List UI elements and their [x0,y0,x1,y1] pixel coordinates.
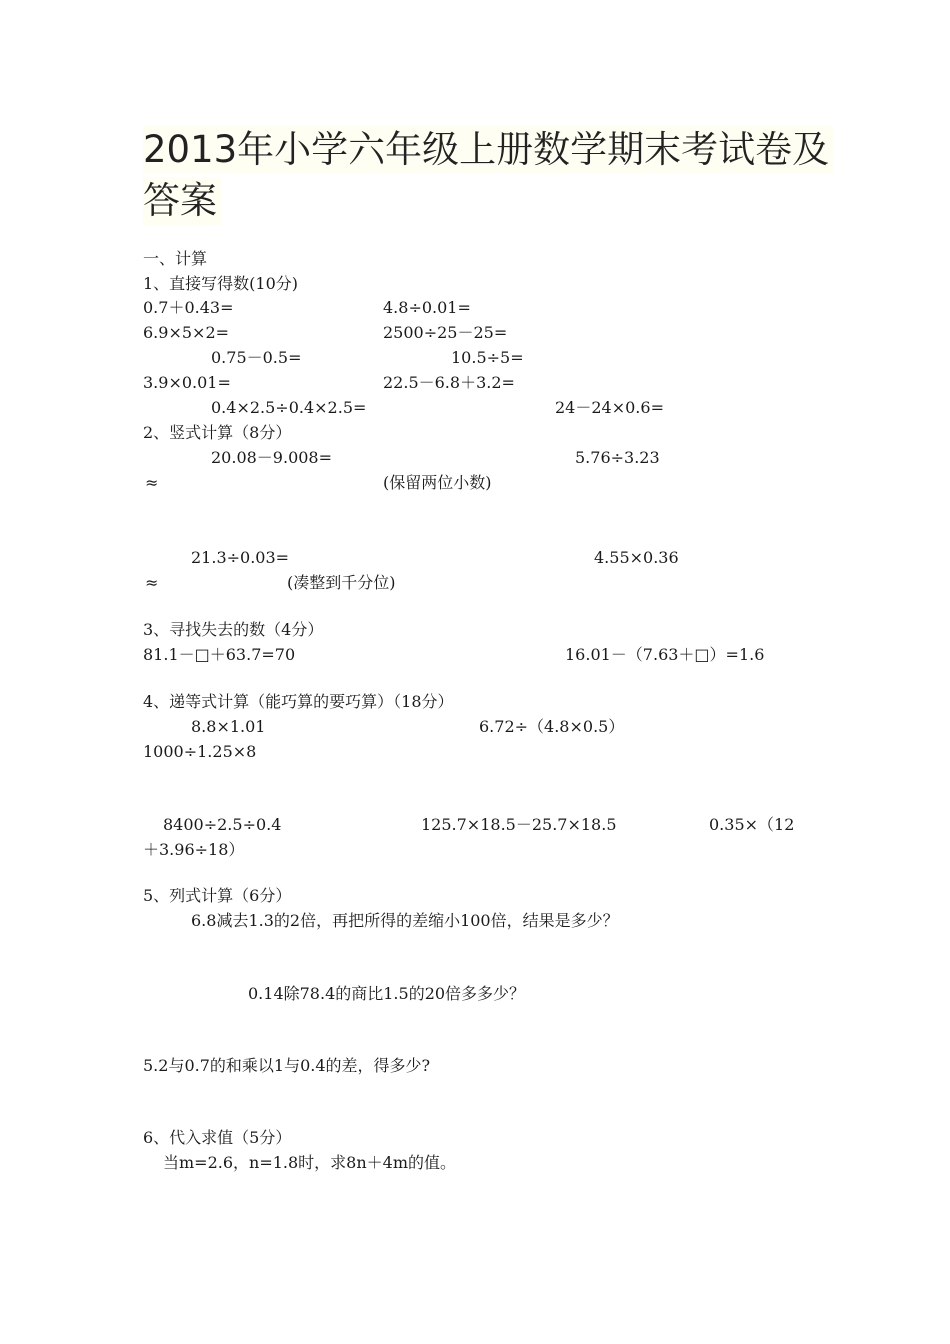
problem: 0.7＋0.43= [143,298,234,317]
section-heading: 一、计算 [143,249,208,268]
question-heading: 6、代入求值（5分） [143,1128,292,1147]
problem: 8400÷2.5÷0.4 [163,815,282,834]
problem: 24－24×0.6= [555,398,664,417]
problem: 2500÷25－25= [383,323,508,342]
problem: 5.76÷3.23 [575,448,660,467]
problem: 4.55×0.36 [594,548,679,567]
problem: 81.1－□＋63.7=70 [143,645,296,664]
problem: 4.8÷0.01= [383,298,471,317]
question-heading: 4、递等式计算（能巧算的要巧算）（18分） [143,692,454,711]
problem: 125.7×18.5－25.7×18.5 [421,815,617,834]
word-problem: 当m=2.6，n=1.8时，求8n＋4m的值。 [163,1153,457,1172]
word-problem: 6.8减去1.3的2倍，再把所得的差缩小100倍，结果是多少？ [191,911,619,930]
problem: 0.4×2.5÷0.4×2.5= [211,398,367,417]
problem: 6.9×5×2= [143,323,230,342]
document-title-line-2: 答案 [143,177,221,225]
question-heading: 5、列式计算（6分） [143,886,292,905]
problem: 0.75－0.5= [211,348,302,367]
document-title-line-1: 2013年小学六年级上册数学期末考试卷及 [143,126,833,174]
question-heading: 2、竖式计算（8分） [143,423,292,442]
problem: 8.8×1.01 [191,717,266,736]
problem: 10.5÷5= [451,348,524,367]
problem: 1000÷1.25×8 [143,742,257,761]
problem: 3.9×0.01= [143,373,231,392]
problem: 21.3÷0.03= [191,548,290,567]
word-problem: 5.2与0.7的和乘以1与0.4的差，得多少? [143,1056,431,1075]
problem: 6.72÷（4.8×0.5） [479,717,625,736]
approx-symbol: ≈ [145,473,159,492]
problem: 22.5－6.8＋3.2= [383,373,515,392]
problem: 20.08－9.008= [211,448,333,467]
word-problem: 0.14除78.4的商比1.5的20倍多多少？ [248,984,526,1003]
problem: 0.35×（12 [709,815,795,834]
problem-continuation: ＋3.96÷18） [143,840,245,859]
instruction-note: (凑整到千分位) [287,573,396,592]
question-heading: 1、直接写得数(10分) [143,274,299,293]
approx-symbol: ≈ [145,573,159,592]
problem: 16.01－（7.63＋□）=1.6 [565,645,765,664]
question-heading: 3、寻找失去的数（4分） [143,620,324,639]
instruction-note: (保留两位小数) [383,473,492,492]
